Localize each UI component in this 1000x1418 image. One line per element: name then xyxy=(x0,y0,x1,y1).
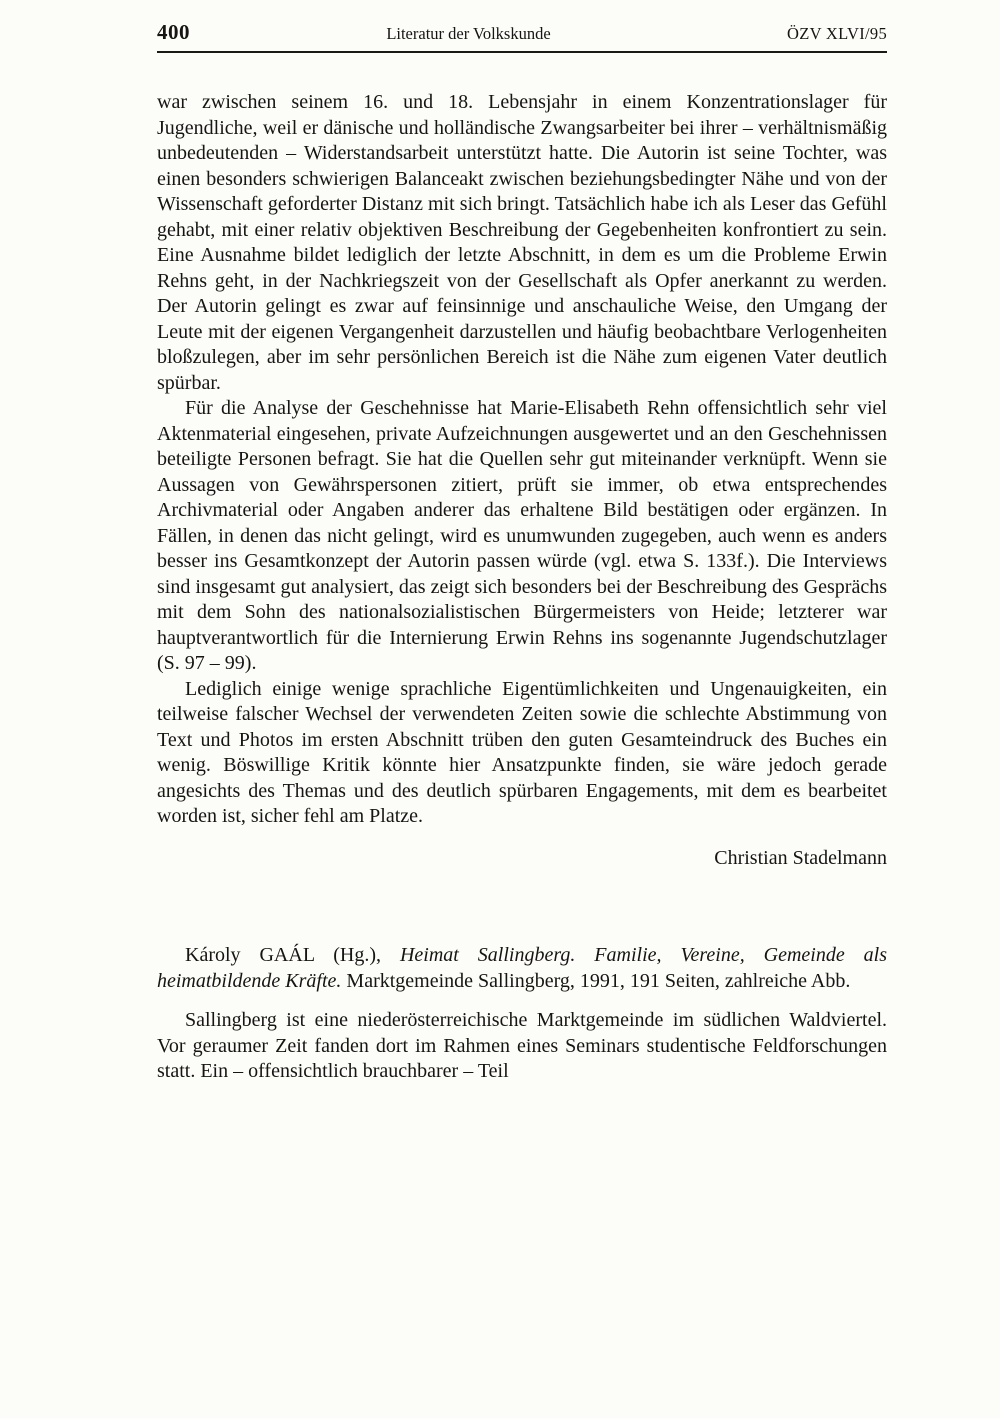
review-sallingberg-section xyxy=(157,943,887,1085)
review-paragraph-3: Lediglich einige wenige sprachliche Eigentümlichkeiten und Ungenauigkeiten, ein teilweise falscher Wechsel der verwendeten Zeiten sowie die schlechte Abstimmung von Text und Photos im ersten Abschnitt trüben den guten Gesamteindruck des Buches ein wenig. Böswillige Kritik könnte hier Ansatzpunkte finden, sie wäre jedoch gerade angesichts des Themas und des deutlich spürbaren Engagements, mit dem es bearbeitet worden ist, sicher fehl am Platze. xyxy=(157,677,887,827)
page-body xyxy=(157,90,887,1085)
page-number: 400 xyxy=(157,20,190,44)
review-rehn-section xyxy=(157,90,887,871)
bibliographic-entry xyxy=(157,943,887,994)
review-author-signature: Christian Stadelmann xyxy=(714,846,887,869)
bib-book-title: Heimat Sallingberg. Familie, Vereine, Gemeinde als heimatbildende Kräfte. xyxy=(157,944,887,992)
bib-publication-details: Marktgemeinde Sallingberg, 1991, 191 Seiten, zahlreiche Abb. xyxy=(341,969,851,992)
bib-editor-name: Károly GAÁL (Hg.), xyxy=(185,944,400,966)
review-paragraph-opening: Sallingberg ist eine niederösterreichische Marktgemeinde im südlichen Waldviertel. Vor geraumer Zeit fanden dort im Rahmen eines Seminars studentische Feldforschungen statt. Ein – offensichtlich brauchbarer – Teil xyxy=(157,1009,887,1082)
review-paragraph-2: Für die Analyse der Geschehnisse hat Marie-Elisabeth Rehn offensichtlich sehr viel Aktenmaterial eingesehen, private Aufzeichnungen ausgewertet und an den Geschehnissen beteiligte Personen befragt. Sie hat die Quellen sehr gut miteinander verknüpft. Wenn sie Aussagen von Gewährspersonen zitiert, prüft sie immer, ob etwa entsprechendes Archivmaterial oder Angaben anderer das erhaltene Bild bestätigen oder ergänzen. In Fällen, in denen das nicht gelingt, wird es unumwunden zugegeben, auch wenn es anders besser ins Gesamtkonzept der Autorin passen würde (vgl. etwa S. 133f.). Die Interviews sind insgesamt gut analysiert, das zeigt sich besonders bei der Beschreibung des Gesprächs mit dem Sohn des nationalsozialistischen Bürgermeisters von Heide; letzterer war hauptverantwortlich für die Internierung Erwin Rehns ins sogenannte Jugendschutzlager (S. 97 – 99). xyxy=(157,397,887,674)
journal-issue-label: ÖZV XLVI/95 xyxy=(786,24,887,43)
page-header xyxy=(157,20,887,53)
journal-section-title: Literatur der Volkskunde xyxy=(386,24,551,43)
review-paragraph-1: war zwischen seinem 16. und 18. Lebensjahr in einem Konzentrationslager für Jugendliche, weil er dänische und holländische Zwangsarbeiter bei ihrer – verhältnismäßig unbedeutenden – Widerstandsarbeit unterstützt hatte. Die Autorin ist seine Tochter, was einen besonders schwierigen Balanceakt zwischen beziehungsbedingter Nähe und von der Wissenschaft geforderter Distanz mit sich bringt. Tatsächlich habe ich als Leser das Gefühl gehabt, mit einer relativ objektiven Beschreibung der Gegebenheiten konfrontiert zu sein. Eine Ausnahme bildet lediglich der letzte Abschnitt, in dem es um die Probleme Erwin Rehns geht, in der Nachkriegszeit von der Gesellschaft als Opfer anerkannt zu werden. Der Autorin gelingt es zwar auf feinsinnige und anschauliche Weise, den Umgang der Leute mit der eigenen Vergangenheit darzustellen und häufig beobachtbare Verlogenheiten bloßzulegen, aber im sehr persönlichen Bereich ist die Nähe zum eigenen Vater deutlich spürbar. xyxy=(157,91,887,394)
